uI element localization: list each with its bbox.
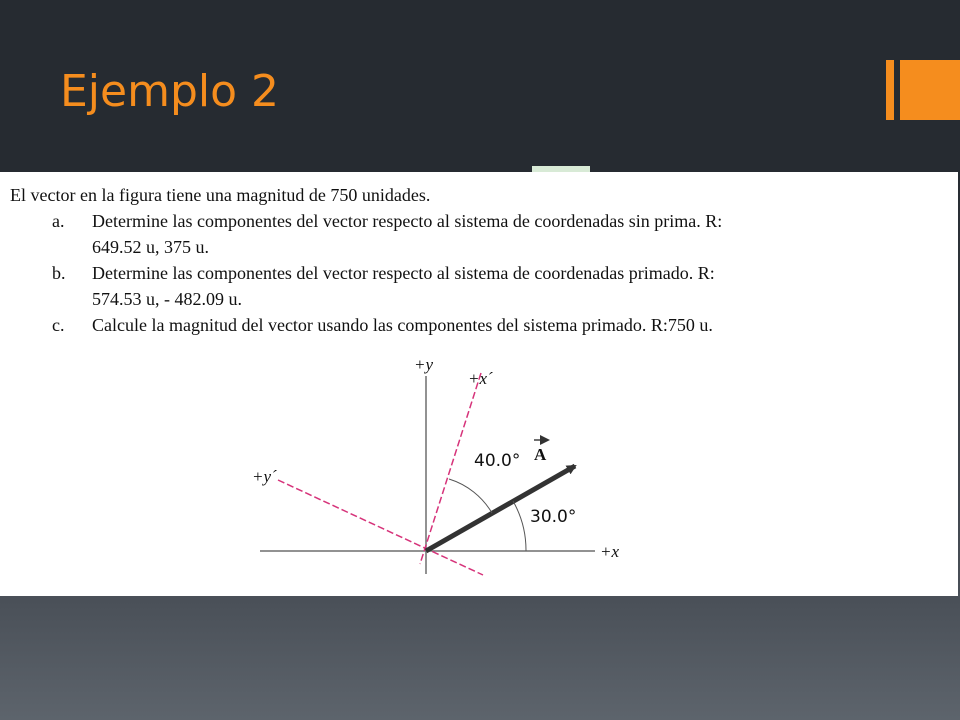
x-axis-label: +x [600, 542, 620, 561]
item-b-line2: 574.53 u, - 482.09 u. [92, 289, 242, 309]
item-b-line1: Determine las componentes del vector respecto al sistema de coordenadas primado. R: [92, 263, 715, 283]
item-c-line1: Calcule la magnitud del vector usando las componentes del sistema primado. R:750 u. [92, 315, 713, 335]
vector-diagram [230, 352, 650, 582]
angle-label-40: 40.0° [474, 451, 521, 471]
item-a-line1: Determine las componentes del vector respecto al sistema de coordenadas sin prima. R: [92, 211, 723, 231]
vector-a-label: A [534, 445, 547, 464]
accent-bar-wide [900, 60, 960, 120]
slide-title: Ejemplo 2 [60, 66, 280, 117]
y-prime-axis [278, 480, 483, 575]
y-prime-axis-label: +y´ [252, 467, 277, 486]
item-b-letter: b. [52, 263, 66, 283]
content-panel [0, 172, 958, 596]
item-c [10, 312, 940, 338]
item-a [10, 208, 940, 260]
item-c-letter: c. [52, 315, 65, 335]
problem-intro: El vector en la figura tiene una magnitud de 750 unidades. [10, 185, 431, 205]
problem-statement [10, 182, 940, 338]
angle-label-30: 30.0° [530, 507, 577, 527]
item-b [10, 260, 940, 312]
angle-arc-40 [449, 479, 492, 513]
accent-bar-thin [886, 60, 894, 120]
angle-arc-30 [513, 501, 526, 551]
x-prime-axis-label: +x´ [468, 369, 493, 388]
y-axis-label: +y [414, 355, 434, 374]
item-a-letter: a. [52, 211, 65, 231]
item-a-line2: 649.52 u, 375 u. [92, 237, 209, 257]
